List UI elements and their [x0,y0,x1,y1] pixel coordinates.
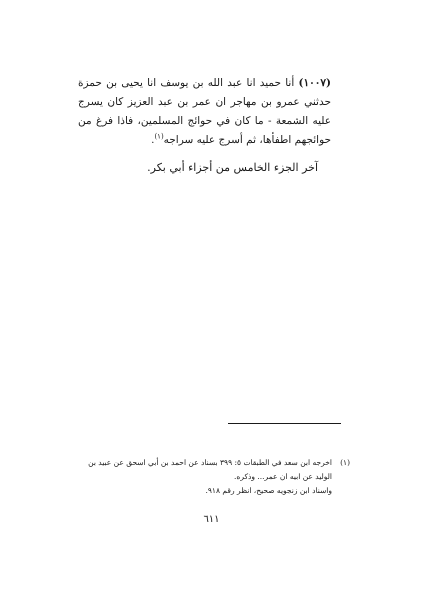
page-number: ٦١١ [203,514,220,525]
hadith-body [78,74,331,150]
footnote-line: الوليد عن ابيه ان عمر... وذكره. [234,472,332,481]
footnote-line: اخرجه ابن سعد في الطبقات ٥: ٣٩٩ بسناد عن احمد بن أبي اسحق عن عبيد بن [88,458,332,467]
footnote [78,456,350,498]
colophon: آخر الجزء الخامس من أجزاء أبي بكر. [147,161,318,174]
footnote-marker: (١) [340,458,350,467]
hadith-text: أنا حميد انا عبد الله بن يوسف انا يحيى بن حمزة حدثني عمرو بن مهاجر ان عمر بن عبد العزيز كان يسرج عليه الشمعة - ما كان في حوائج المسلمين، فاذا فرغ من حوائجهم اطفأها، ثم أسرج عليه سراجه [78,77,331,146]
footnote-reference[interactable]: (١) [154,132,164,141]
hadith-end: . [151,134,155,146]
footnotes-section [78,456,350,498]
hadith-number: (١٠٠٧) [298,77,331,89]
footnote-line: واسناد ابن زنجويه صحيح، انظر رقم ٩١٨. [205,486,332,495]
footnote-separator [228,423,341,424]
hadith-paragraph [78,74,331,150]
